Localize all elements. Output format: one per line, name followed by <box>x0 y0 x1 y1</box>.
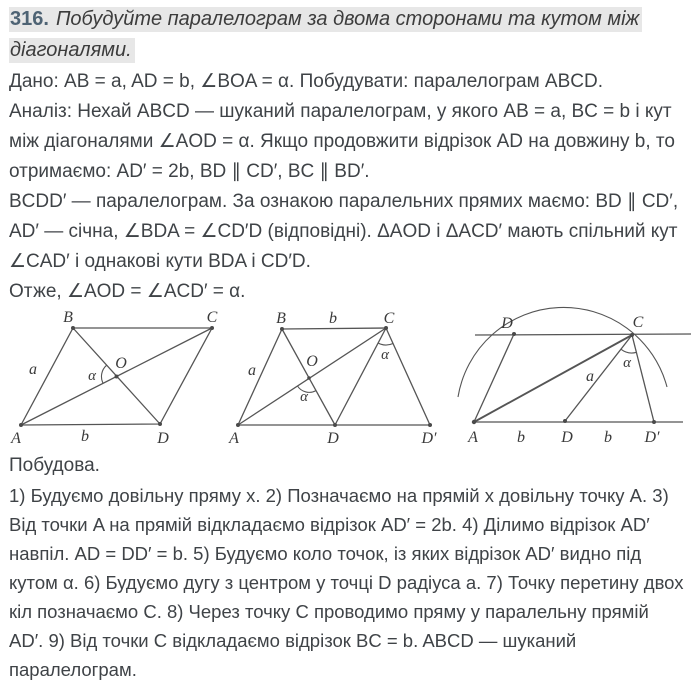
geometry-figures <box>0 297 695 457</box>
side-label-a: a <box>586 368 594 385</box>
side-label-a: a <box>248 362 256 379</box>
analysis-paragraph: Аналіз: Нехай ABCD — шуканий паралелограм, у якого AB = a, BC = b і кут між діагоналями ∠AOD = α. Якщо продовжити відрізок AD на довжину b, то отримаємо: AD′ = 2b, BD ∥ CD′, BC ∥ BD′. <box>9 101 675 182</box>
figures-row <box>0 297 686 447</box>
problem-number: 316. <box>10 8 49 30</box>
segment-AC <box>474 335 632 422</box>
point-label-D-prime: D′ <box>644 429 660 446</box>
segment-CD-prime <box>386 328 430 425</box>
construction-heading: Побудова. <box>9 455 100 476</box>
angle-label-alpha-C: α <box>381 347 389 363</box>
point-label-topleft: D <box>501 315 513 332</box>
conclusion-paragraph: Отже, ∠AOD = ∠ACD′ = α. <box>9 281 246 302</box>
point-label-D: D <box>561 429 573 446</box>
point-label-O: O <box>306 353 318 370</box>
figure-extended-construction <box>228 310 437 447</box>
construction-steps: 1) Будуємо довільну пряму x. 2) Позначаємо на прямій x довільну точку A. 3) Від точки A на прямій відкладаємо відрізок AD′ = 2b. 4) Ділимо відрізок AD′ навпіл. AD = DD′ = b. 5) Будуємо коло точок, із яких відрізок AD′ видно під кутом α. 6) Будуємо дугу з центром у точці D радіуса a. 7) Точку перетину двох кіл позначаємо C. 8) Через точку C проводимо пряму у паралельну прямій AD′. 9) Від точки C відкладаємо відрізок BC = b. ABCD — шуканий паралелограм. <box>9 485 684 680</box>
point-label-A: A <box>468 429 478 446</box>
point-label-B: B <box>276 310 286 327</box>
problem-title: Побудуйте паралелограм за двома сторонами та кутом між діагоналями. <box>10 8 640 61</box>
proof-paragraph: BCDD′ — паралелограм. За ознакою паралельних прямих маємо: BD ∥ CD′, AD′ — січна, ∠BDA = ∠CD′D (відповідні). ΔAOD і ΔACD′ мають спільний кут ∠CAD′ і однакові кути BDA і CD′D. <box>9 191 679 272</box>
top-parallel-line <box>475 334 691 335</box>
angle-arc-at-C <box>621 349 637 353</box>
problem-statement <box>9 4 686 66</box>
side-label-b: b <box>81 428 89 445</box>
side-label-a: a <box>29 361 37 378</box>
segment-BC <box>282 328 386 329</box>
angle-label-alpha-O: α <box>300 389 308 405</box>
point-label-A: A <box>11 430 21 447</box>
point-label-O: O <box>115 355 127 372</box>
point-label-A: A <box>229 430 239 447</box>
angle-arc-at-C <box>378 343 393 345</box>
point-label-C: C <box>206 309 218 326</box>
figure-arc-construction <box>458 307 691 446</box>
point-label-D: D <box>327 430 339 447</box>
angle-arc-at-O <box>101 365 106 383</box>
segment-DC <box>565 335 632 421</box>
point-label-D-prime: D′ <box>421 430 437 447</box>
given-paragraph: Дано: AB = a, AD = b, ∠BOA = α. Побудувати: паралелограм ABCD. <box>9 71 604 92</box>
side-label-b: b <box>329 310 337 327</box>
point-label-B: B <box>63 309 73 326</box>
angle-label-alpha: α <box>623 355 631 371</box>
point-label-D: D <box>157 430 169 447</box>
seg-label-b-left: b <box>517 429 525 446</box>
point-label-C: C <box>632 314 644 331</box>
segment-CD-prime <box>632 335 654 422</box>
point-label-C: C <box>383 310 395 327</box>
seg-label-b-right: b <box>604 429 612 446</box>
figure-parallelogram-diagonals <box>10 309 218 447</box>
angle-label-alpha: α <box>88 368 96 384</box>
title-highlight <box>9 7 642 63</box>
